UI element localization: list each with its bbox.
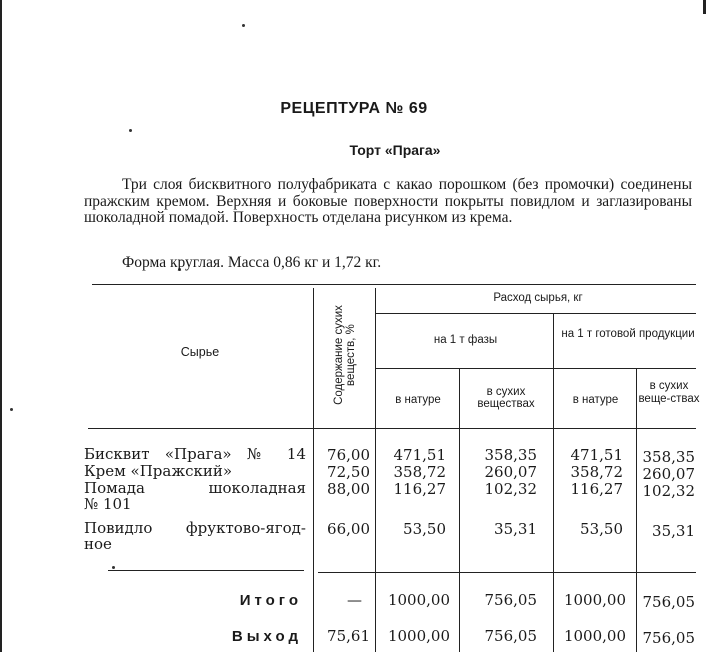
product-dry-cell: 358,35 — [642, 448, 695, 466]
product-dry-cell: 756,05 — [642, 593, 695, 611]
col-header-dry-matter — [318, 290, 372, 420]
header-bottom-rule — [88, 428, 696, 429]
col-header-ingredient: Сырье — [180, 345, 220, 359]
phase-natural-cell: 471,51 — [393, 446, 446, 464]
dry-pct-cell: 75,61 — [327, 627, 370, 645]
dry-pct-cell: 66,00 — [327, 520, 370, 538]
dry-pct-cell: 72,50 — [327, 463, 370, 481]
col-header-dry: в сухих веществах — [477, 386, 535, 410]
product-natural-cell: 53,50 — [580, 520, 623, 538]
phase-dry-cell: 102,32 — [484, 480, 537, 498]
product-natural-cell: 471,51 — [570, 446, 623, 464]
col-header-natural-2: в натуре — [572, 394, 619, 406]
shape-mass-line: Форма круглая. Масса 0,86 кг и 1,72 кг. — [122, 254, 382, 271]
print-speck — [112, 566, 115, 569]
product-natural-cell: 1000,00 — [563, 591, 626, 609]
page-edge-mark — [703, 0, 706, 14]
print-speck — [10, 408, 13, 411]
phase-natural-cell: 116,27 — [393, 480, 446, 498]
table-top-rule — [92, 284, 696, 285]
phase-natural-cell: 358,72 — [393, 463, 446, 481]
phase-natural-cell: 1000,00 — [387, 591, 450, 609]
dry-pct-cell: 88,00 — [327, 480, 370, 498]
ingredient-name-cont: № 101 — [84, 494, 132, 513]
phase-dry-cell: 756,05 — [484, 591, 537, 609]
recipe-title: РЕЦЕПТУРА № 69 — [280, 100, 428, 117]
header-rule — [375, 313, 696, 314]
col-header-dry-matter-text: Содержание сухих веществ, % — [333, 305, 357, 405]
print-speck — [242, 24, 245, 27]
col-header-natural: в натуре — [395, 394, 441, 406]
phase-dry-cell: 756,05 — [484, 627, 537, 645]
ingredient-name: Бисквит «Прага» № 14 — [84, 445, 306, 463]
product-natural-cell: 358,72 — [570, 463, 623, 481]
dry-pct-cell: 76,00 — [327, 446, 370, 464]
print-speck — [129, 129, 132, 132]
dry-pct-cell: — — [347, 591, 362, 609]
table-row-ingredient — [84, 464, 306, 480]
column-divider — [459, 368, 460, 652]
phase-dry-cell: 260,07 — [484, 463, 537, 481]
col-header-per-product: на 1 т готовой продукции — [561, 328, 695, 340]
table-row-ingredient — [84, 481, 306, 512]
subtotal-rule — [108, 570, 304, 571]
phase-natural-cell: 1000,00 — [387, 627, 450, 645]
ingredient-name: Повидло фруктово-ягод- — [84, 519, 306, 537]
ingredient-name: Крем «Пражский» — [84, 462, 233, 480]
product-dry-cell: 756,05 — [642, 629, 695, 647]
recipe-description: Три слоя бисквитного полуфабриката с какао порошком (без промочки) соединены пражским кремом. Верхняя и боковые поверхности покрыты повидлом и заглазированы шоколадной помадой. Поверхность отделана рисунком из крема. — [84, 176, 692, 226]
table-row-ingredient — [84, 447, 306, 463]
page-left-edge — [0, 0, 2, 652]
product-dry-cell: 35,31 — [652, 522, 695, 540]
product-natural-cell: 116,27 — [570, 480, 623, 498]
col-header-dry-2: в сухих веще-ствах — [638, 380, 700, 405]
phase-dry-cell: 358,35 — [484, 446, 537, 464]
total-label: Итого — [239, 592, 302, 609]
phase-dry-cell: 35,31 — [494, 520, 537, 538]
ingredient-name-cont: ное — [84, 534, 112, 553]
col-header-consumption: Расход сырья, кг — [493, 292, 583, 304]
table-row-ingredient — [84, 521, 306, 552]
product-natural-cell: 1000,00 — [563, 627, 626, 645]
col-header-per-phase: на 1 т фазы — [433, 334, 498, 346]
cake-name: Торт «Прага» — [349, 142, 441, 158]
header-rule — [375, 368, 696, 369]
output-label: Выход — [231, 628, 302, 645]
ingredient-name: Помада шоколадная — [84, 479, 306, 497]
product-dry-cell: 260,07 — [642, 465, 695, 483]
phase-natural-cell: 53,50 — [403, 520, 446, 538]
product-dry-cell: 102,32 — [642, 482, 695, 500]
